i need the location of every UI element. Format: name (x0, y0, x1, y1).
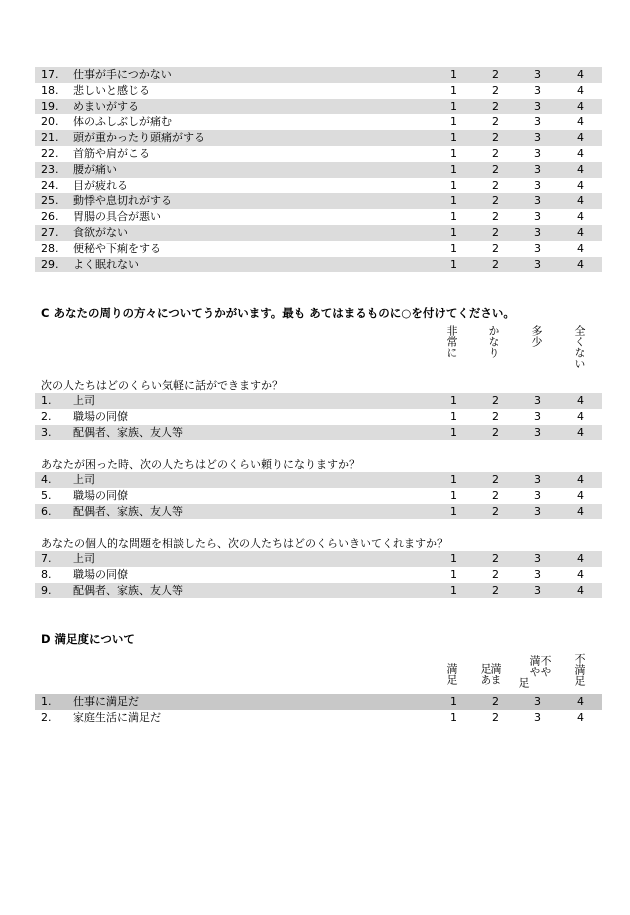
scale-1[interactable]: 1 (450, 552, 457, 565)
item-label: 職場の同僚 (73, 409, 128, 423)
scale-1[interactable]: 1 (450, 115, 457, 129)
scale-1[interactable]: 1 (450, 583, 457, 597)
item-number: 4. (41, 473, 52, 486)
scale-3[interactable]: 3 (534, 162, 541, 176)
scale-4[interactable]: 4 (577, 504, 584, 518)
scale-3[interactable]: 3 (534, 83, 541, 97)
scale-1[interactable]: 1 (450, 146, 457, 160)
section-d-table (35, 694, 602, 726)
item-number: 17. (41, 68, 59, 81)
table-row (35, 99, 602, 115)
section-d-heading: D 満足度について (41, 632, 135, 646)
scale-3[interactable]: 3 (534, 115, 541, 129)
scale-1[interactable]: 1 (450, 257, 457, 271)
item-label: 仕事に満足だ (73, 695, 139, 708)
scale-4[interactable]: 4 (577, 567, 584, 581)
scale-4[interactable]: 4 (577, 99, 584, 113)
scale-4[interactable]: 4 (577, 583, 584, 597)
table-row (35, 241, 602, 257)
item-number: 9. (41, 583, 52, 597)
item-label: 仕事が手につかない (73, 68, 172, 81)
scale-2[interactable]: 2 (492, 695, 499, 708)
item-label: 食欲がない (73, 225, 128, 239)
scale-2[interactable]: 2 (492, 131, 499, 145)
item-label: 配偶者、家族、友人等 (73, 583, 183, 597)
table-row (35, 488, 602, 504)
item-label: 配偶者、家族、友人等 (73, 504, 183, 518)
scale-2[interactable]: 2 (492, 241, 499, 255)
table-row (35, 393, 602, 409)
item-number: 20. (41, 115, 59, 129)
scale-2[interactable]: 2 (492, 210, 499, 224)
item-number: 22. (41, 146, 59, 160)
scale-1[interactable]: 1 (450, 162, 457, 176)
scale-2[interactable]: 2 (492, 146, 499, 160)
item-label: 胃腸の具合が悪い (73, 210, 161, 224)
item-number: 27. (41, 225, 59, 239)
scale-4[interactable]: 4 (577, 710, 584, 724)
item-label: 配偶者、家族、友人等 (73, 425, 183, 439)
scale-1[interactable]: 1 (450, 504, 457, 518)
item-label: 動悸や息切れがする (73, 194, 172, 208)
item-number: 19. (41, 99, 59, 113)
scale-3[interactable]: 3 (534, 394, 541, 407)
item-number: 1. (41, 695, 52, 708)
scale-1[interactable]: 1 (450, 710, 457, 724)
scale-1[interactable]: 1 (450, 425, 457, 439)
scale-3[interactable]: 3 (534, 99, 541, 113)
table-row (35, 225, 602, 241)
item-label: 頭が重かったり頭痛がする (73, 131, 205, 145)
question-text: 次の人たちはどのくらい気軽に話ができますか？ (41, 379, 283, 392)
scale-4[interactable]: 4 (577, 68, 584, 81)
item-label: 首筋や肩がこる (73, 146, 150, 160)
item-number: 29. (41, 257, 59, 271)
scale-1[interactable]: 1 (450, 68, 457, 81)
item-number: 28. (41, 241, 59, 255)
item-number: 6. (41, 504, 52, 518)
scale-1[interactable]: 1 (450, 488, 457, 502)
scale-3[interactable]: 3 (534, 488, 541, 502)
col-header-4: 全くない (573, 325, 586, 369)
scale-2[interactable]: 2 (492, 394, 499, 407)
table-row (35, 504, 602, 520)
scale-4[interactable]: 4 (577, 425, 584, 439)
table-row (35, 67, 602, 83)
section-b-table (35, 67, 602, 272)
scale-2[interactable]: 2 (492, 257, 499, 271)
question-group-3 (35, 551, 602, 598)
table-row (35, 409, 602, 425)
scale-4[interactable]: 4 (577, 131, 584, 145)
scale-2[interactable]: 2 (492, 68, 499, 81)
table-row (35, 551, 602, 567)
scale-2[interactable]: 2 (492, 488, 499, 502)
scale-1[interactable]: 1 (450, 409, 457, 423)
scale-1[interactable]: 1 (450, 695, 457, 708)
scale-2[interactable]: 2 (492, 194, 499, 208)
table-row (35, 567, 602, 583)
scale-4[interactable]: 4 (577, 257, 584, 271)
scale-1[interactable]: 1 (450, 210, 457, 224)
col-header-3c: 足 (517, 677, 530, 688)
scale-4[interactable]: 4 (577, 83, 584, 97)
scale-3[interactable]: 3 (534, 409, 541, 423)
item-label: 職場の同僚 (73, 488, 128, 502)
scale-4[interactable]: 4 (577, 194, 584, 208)
scale-3[interactable]: 3 (534, 257, 541, 271)
item-number: 7. (41, 552, 52, 565)
item-label: 腰が痛い (73, 162, 117, 176)
scale-3[interactable]: 3 (534, 241, 541, 255)
scale-3[interactable]: 3 (534, 425, 541, 439)
scale-3[interactable]: 3 (534, 552, 541, 565)
table-row (35, 209, 602, 225)
table-row (35, 162, 602, 178)
item-label: 上司 (73, 394, 95, 407)
col-header-4: 不満足 (573, 653, 586, 686)
table-row (35, 193, 602, 209)
table-row (35, 178, 602, 194)
item-number: 21. (41, 131, 59, 145)
scale-2[interactable]: 2 (492, 583, 499, 597)
scale-3[interactable]: 3 (534, 473, 541, 486)
item-number: 1. (41, 394, 52, 407)
item-label: 目が疲れる (73, 178, 128, 192)
scale-2[interactable]: 2 (492, 409, 499, 423)
question-group-2 (35, 472, 602, 519)
col-header-3a: 不や (539, 655, 552, 677)
scale-2[interactable]: 2 (492, 504, 499, 518)
table-row (35, 146, 602, 162)
item-number: 8. (41, 567, 52, 581)
col-header-2a: 満ま (489, 663, 502, 685)
scale-2[interactable]: 2 (492, 99, 499, 113)
item-label: 体のふしぶしが痛む (73, 115, 172, 129)
scale-3[interactable]: 3 (534, 210, 541, 224)
scale-3[interactable]: 3 (534, 146, 541, 160)
item-label: よく眠れない (73, 257, 139, 271)
scale-2[interactable]: 2 (492, 425, 499, 439)
item-number: 2. (41, 409, 52, 423)
item-number: 25. (41, 194, 59, 208)
scale-4[interactable]: 4 (577, 394, 584, 407)
scale-1[interactable]: 1 (450, 178, 457, 192)
scale-2[interactable]: 2 (492, 473, 499, 486)
scale-1[interactable]: 1 (450, 194, 457, 208)
scale-2[interactable]: 2 (492, 115, 499, 129)
item-number: 23. (41, 162, 59, 176)
scale-1[interactable]: 1 (450, 473, 457, 486)
scale-2[interactable]: 2 (492, 552, 499, 565)
scale-3[interactable]: 3 (534, 504, 541, 518)
item-number: 3. (41, 425, 52, 439)
scale-3[interactable]: 3 (534, 194, 541, 208)
scale-4[interactable]: 4 (577, 162, 584, 176)
scale-2[interactable]: 2 (492, 162, 499, 176)
scale-3[interactable]: 3 (534, 178, 541, 192)
scale-3[interactable]: 3 (534, 695, 541, 708)
question-group-1 (35, 393, 602, 440)
question-text: あなたが困った時、次の人たちはどのくらい頼りになりますか？ (41, 458, 360, 471)
table-row (35, 694, 602, 710)
scale-1[interactable]: 1 (450, 99, 457, 113)
scale-4[interactable]: 4 (577, 115, 584, 129)
item-label: 家庭生活に満足だ (73, 710, 161, 724)
table-row (35, 83, 602, 99)
item-number: 26. (41, 210, 59, 224)
scale-4[interactable]: 4 (577, 552, 584, 565)
scale-4[interactable]: 4 (577, 146, 584, 160)
scale-1[interactable]: 1 (450, 225, 457, 239)
col-header-1: 非常に (445, 325, 458, 358)
scale-4[interactable]: 4 (577, 473, 584, 486)
col-header-2: かなり (487, 325, 500, 358)
scale-2[interactable]: 2 (492, 567, 499, 581)
table-row (35, 257, 602, 273)
question-text: あなたの個人的な問題を相談したら、次の人たちはどのくらいきいてくれますか？ (41, 537, 448, 550)
table-row (35, 130, 602, 146)
item-label: 悲しいと感じる (73, 83, 150, 97)
item-number: 18. (41, 83, 59, 97)
table-row (35, 710, 602, 726)
item-label: 職場の同僚 (73, 567, 128, 581)
item-label: めまいがする (73, 99, 139, 113)
scale-2[interactable]: 2 (492, 83, 499, 97)
item-label: 便秘や下痢をする (73, 241, 161, 255)
scale-3[interactable]: 3 (534, 567, 541, 581)
scale-3[interactable]: 3 (534, 710, 541, 724)
scale-4[interactable]: 4 (577, 409, 584, 423)
scale-2[interactable]: 2 (492, 225, 499, 239)
item-number: 24. (41, 178, 59, 192)
col-header-1: 満足 (445, 663, 458, 685)
scale-4[interactable]: 4 (577, 225, 584, 239)
table-row (35, 425, 602, 441)
scale-3[interactable]: 3 (534, 583, 541, 597)
scale-1[interactable]: 1 (450, 394, 457, 407)
scale-4[interactable]: 4 (577, 210, 584, 224)
scale-4[interactable]: 4 (577, 488, 584, 502)
scale-4[interactable]: 4 (577, 178, 584, 192)
scale-2[interactable]: 2 (492, 710, 499, 724)
col-header-2b: 足あ (479, 663, 492, 685)
scale-3[interactable]: 3 (534, 131, 541, 145)
scale-4[interactable]: 4 (577, 695, 584, 708)
item-number: 5. (41, 488, 52, 502)
scale-3[interactable]: 3 (534, 225, 541, 239)
item-label: 上司 (73, 473, 95, 486)
item-label: 上司 (73, 552, 95, 565)
scale-3[interactable]: 3 (534, 68, 541, 81)
scale-1[interactable]: 1 (450, 83, 457, 97)
col-header-3b: 満や (528, 655, 541, 677)
scale-1[interactable]: 1 (450, 241, 457, 255)
scale-1[interactable]: 1 (450, 131, 457, 145)
item-number: 2. (41, 710, 52, 724)
table-row (35, 472, 602, 488)
col-header-3: 多少 (530, 325, 543, 347)
table-row (35, 114, 602, 130)
scale-1[interactable]: 1 (450, 567, 457, 581)
scale-2[interactable]: 2 (492, 178, 499, 192)
section-c-heading: C あなたの周りの方々についてうかがいます。最も あてはまるものに○を付けてください。 (41, 306, 515, 320)
table-row (35, 583, 602, 599)
scale-4[interactable]: 4 (577, 241, 584, 255)
